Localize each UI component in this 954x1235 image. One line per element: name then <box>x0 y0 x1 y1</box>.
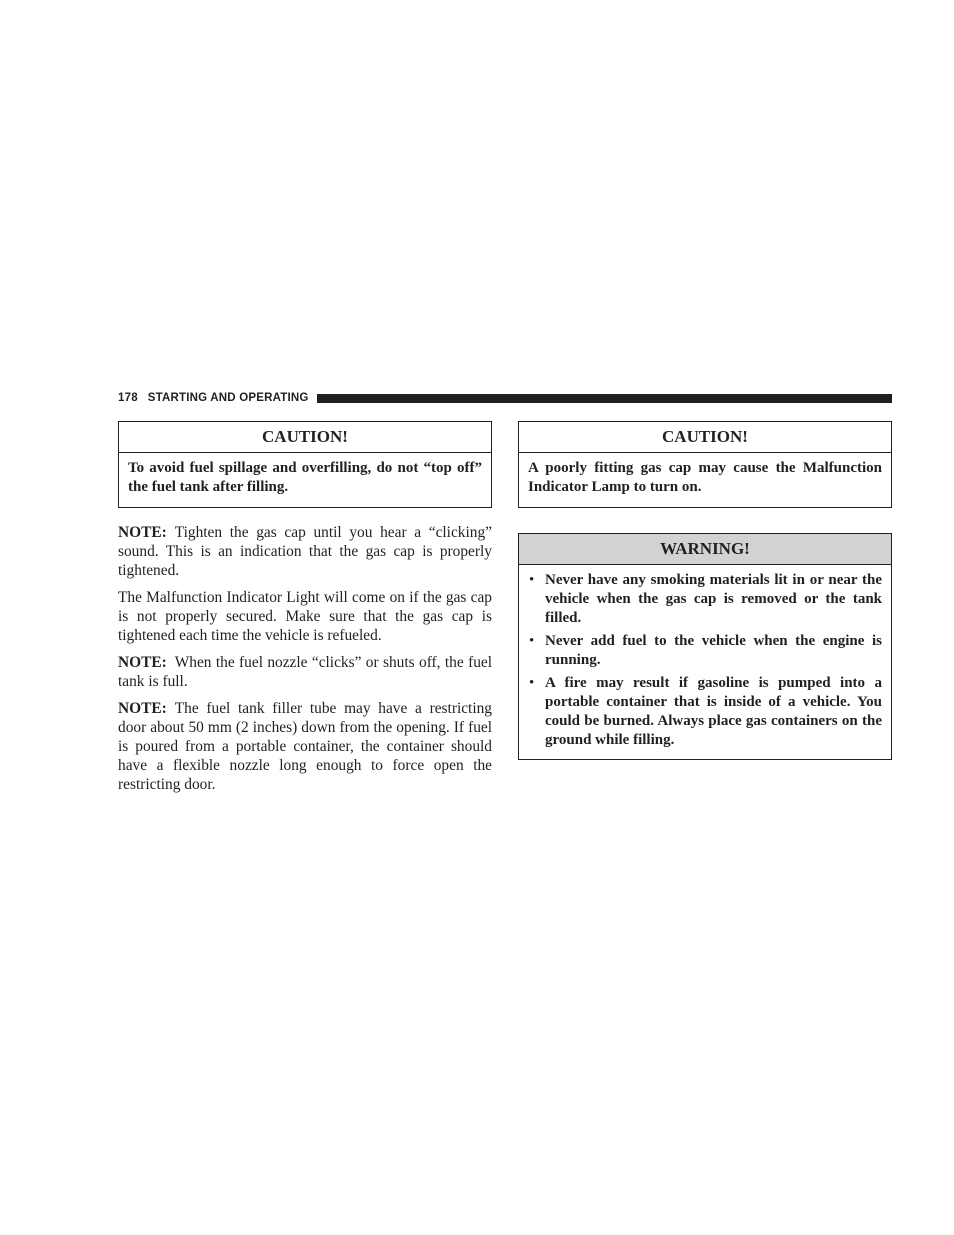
caution-text: A poorly fitting gas cap may cause the Malfunction Indicator Lamp to turn on. <box>528 460 882 495</box>
caution-title: CAUTION! <box>119 422 491 453</box>
note-text: Tighten the gas cap until you hear a “clicking” sound. This is an indication that the gas cap is properly tightened. <box>118 524 492 579</box>
section-title: STARTING AND OPERATING <box>147 392 309 404</box>
note-text: The fuel tank filler tube may have a restricting door about 50 mm (2 inches) down from the opening. If fuel is poured from a portable container, the container should have a flexible nozzle long enough to force open the restricting door. <box>118 700 492 793</box>
body-text-column <box>118 523 492 802</box>
warning-item-text: Never have any smoking materials lit in or near the vehicle when the gas cap is removed or the tank filled. <box>545 572 882 626</box>
caution-text: To avoid fuel spillage and overfilling, do not “top off” the fuel tank after filling. <box>128 460 482 495</box>
warning-box <box>518 533 892 760</box>
note-paragraph <box>118 653 492 691</box>
note-paragraph <box>118 699 492 794</box>
warning-title: WARNING! <box>519 534 891 565</box>
warning-item-text: A fire may result if gasoline is pumped into a portable container that is inside of a vehicle. You could be burned. Always place gas containers on the ground while filling. <box>545 675 882 748</box>
bullet-icon: • <box>529 572 535 588</box>
caution-box-gas-cap <box>518 421 892 508</box>
bullet-icon: • <box>529 633 535 649</box>
caution-box-fuel-spillage <box>118 421 492 508</box>
caution-title: CAUTION! <box>519 422 891 453</box>
warning-item-text: Never add fuel to the vehicle when the engine is running. <box>545 633 882 668</box>
note-label: NOTE: <box>118 654 167 671</box>
note-text: When the fuel nozzle “clicks” or shuts off, the fuel tank is full. <box>118 654 492 690</box>
header-rule <box>317 394 892 403</box>
page-number: 178 <box>118 392 138 404</box>
warning-list <box>528 571 882 750</box>
warning-item <box>528 632 882 670</box>
body-paragraph: The Malfunction Indicator Light will come on if the gas cap is not properly secured. Make sure that the gas cap is tightened each time the vehicle is refueled. <box>118 589 492 644</box>
note-label: NOTE: <box>118 700 167 717</box>
page-header <box>118 390 892 406</box>
note-label: NOTE: <box>118 524 167 541</box>
warning-body <box>519 565 891 762</box>
bullet-icon: • <box>529 675 535 691</box>
warning-item <box>528 674 882 750</box>
warning-item <box>528 571 882 628</box>
note-paragraph <box>118 523 492 580</box>
